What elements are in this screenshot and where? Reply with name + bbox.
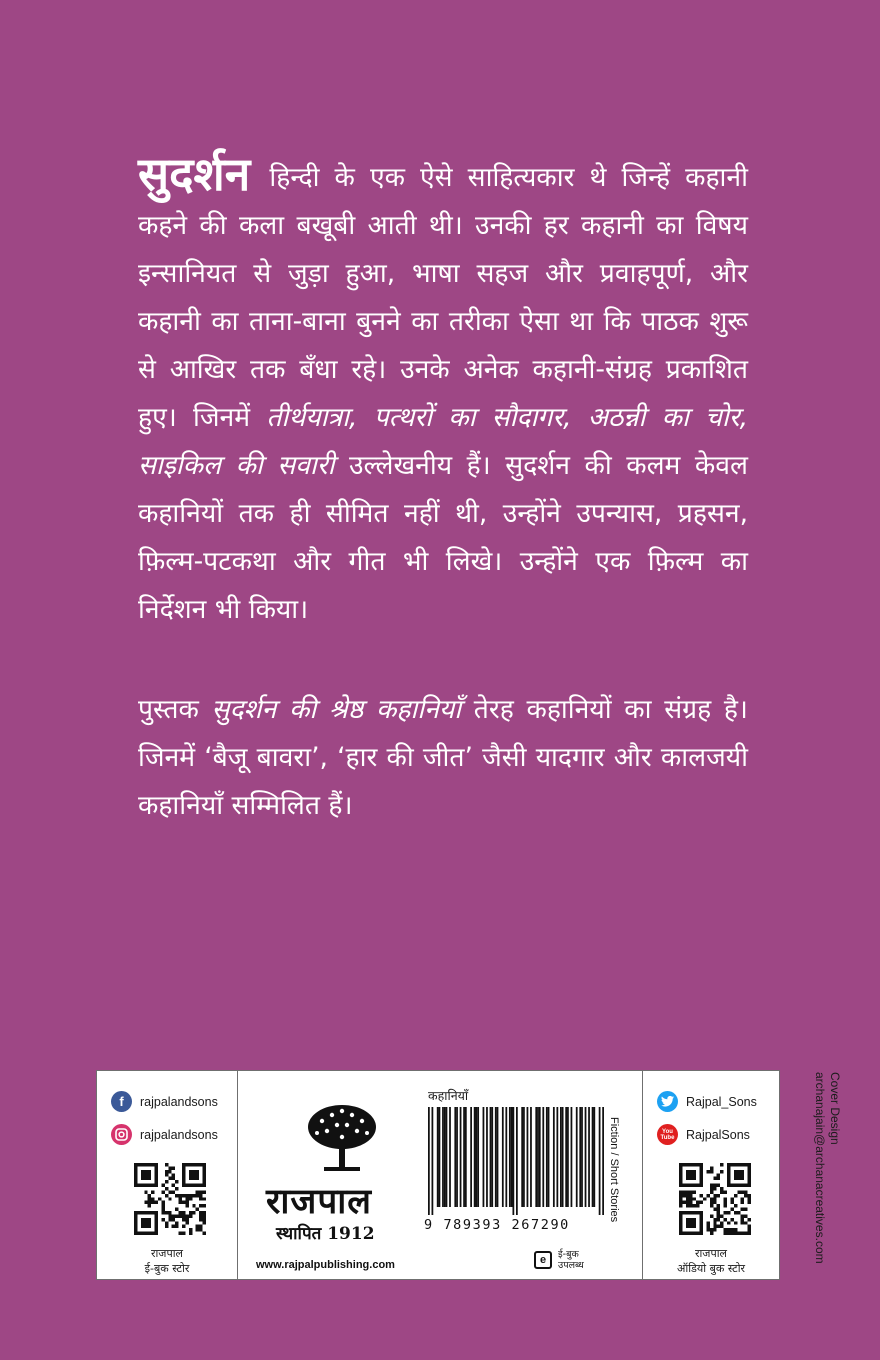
left-qr-caption-line-1: राजपाल: [150, 1247, 184, 1260]
left-social-panel: [96, 1070, 238, 1280]
facebook-link[interactable]: [111, 1091, 218, 1112]
book-blurb-prefix: पुस्तक: [138, 694, 199, 725]
isbn-barcode: [428, 1107, 604, 1215]
right-qr-caption-line-1: राजपाल: [694, 1247, 728, 1260]
twitter-icon: [657, 1091, 678, 1112]
twitter-handle: Rajpal_Sons: [686, 1094, 757, 1109]
ebook-icon: e: [534, 1251, 552, 1269]
audiobook-store-qr-code[interactable]: [679, 1163, 751, 1235]
author-name: सुदर्शन: [138, 147, 251, 201]
twitter-link[interactable]: [657, 1091, 757, 1112]
right-qr-caption-line-2: ऑडियो बुक स्टोर: [676, 1262, 746, 1275]
cover-design-label: Cover Design: [828, 1072, 842, 1145]
ebook-store-qr-code[interactable]: [134, 1163, 206, 1235]
cover-design-email: archanajain@archanacreatives.com: [813, 1072, 827, 1264]
tree-logo-icon: [302, 1097, 382, 1177]
publisher-logo-text: राजपाल: [266, 1182, 373, 1222]
ebook-line-1: ई-बुक: [558, 1249, 579, 1260]
publisher-website[interactable]: www.rajpalpublishing.com: [256, 1259, 395, 1271]
youtube-icon-text-bottom: Tube: [660, 1134, 675, 1141]
isbn-number: 9 789393 267290: [424, 1217, 570, 1233]
facebook-handle: rajpalandsons: [140, 1094, 218, 1109]
blurb-titles: तीर्थयात्रा, पत्थरों का सौदागर, अठन्नी का चोर, साइकिल की सवारी: [138, 402, 748, 481]
publisher-barcode-panel: [237, 1070, 643, 1280]
category-label: कहानियाँ: [428, 1088, 469, 1103]
instagram-link[interactable]: [111, 1124, 218, 1145]
blurb-text-1: हिन्दी के एक ऐसे साहित्यकार थे जिन्हें कहानी कहने की कला बखूबी आती थी। उनकी हर कहानी का विषय इन्सानियत से जुड़ा हुआ, भाषा सहज और प्रवाहपूर्ण, और कहानी का ताना-बाना बुनने का तरीका ऐसा था कि पाठक शुरू से आखिर तक बँधा रहे। उनके अनेक कहानी-संग्रह प्रकाशित हुए। जिनमें: [138, 162, 748, 433]
left-qr-caption-line-2: ई-बुक स्टोर: [144, 1262, 190, 1275]
youtube-link[interactable]: [657, 1124, 750, 1145]
youtube-icon-text-top: You: [662, 1128, 673, 1135]
cover-design-credit: [812, 1072, 842, 1264]
instagram-icon: [111, 1124, 132, 1145]
publisher-established: स्थापित 1912: [276, 1224, 375, 1244]
facebook-icon: f: [111, 1091, 132, 1112]
book-blurb-text: तेरह कहानियों का संग्रह है। जिनमें ‘बैजू बावरा’, ‘हार की जीत’ जैसी यादगार और कालजयी कहानियाँ सम्मिलित हैं।: [138, 694, 748, 821]
ebook-available: [558, 1249, 584, 1271]
youtube-handle: RajpalSons: [686, 1127, 750, 1142]
author-blurb: [138, 147, 748, 634]
ebook-line-2: उपलब्ध: [558, 1260, 584, 1271]
youtube-icon: [657, 1124, 678, 1145]
left-qr-caption: [97, 1246, 237, 1276]
right-qr-caption: [643, 1246, 779, 1276]
genre-label: Fiction / Short Stories: [608, 1117, 620, 1223]
book-blurb: [138, 686, 748, 830]
blurb-text-2: उल्लेखनीय हैं। सुदर्शन की कलम केवल कहानियों तक ही सीमित नहीं थी, उन्होंने उपन्यास, प्रहसन, फ़िल्म-पटकथा और गीत भी लिखे। उन्होंने एक फ़िल्म का निर्देशन भी किया।: [138, 450, 748, 625]
instagram-handle: rajpalandsons: [140, 1127, 218, 1142]
book-title: सुदर्शन की श्रेष्ठ कहानियाँ: [211, 694, 462, 725]
right-social-panel: [642, 1070, 780, 1280]
